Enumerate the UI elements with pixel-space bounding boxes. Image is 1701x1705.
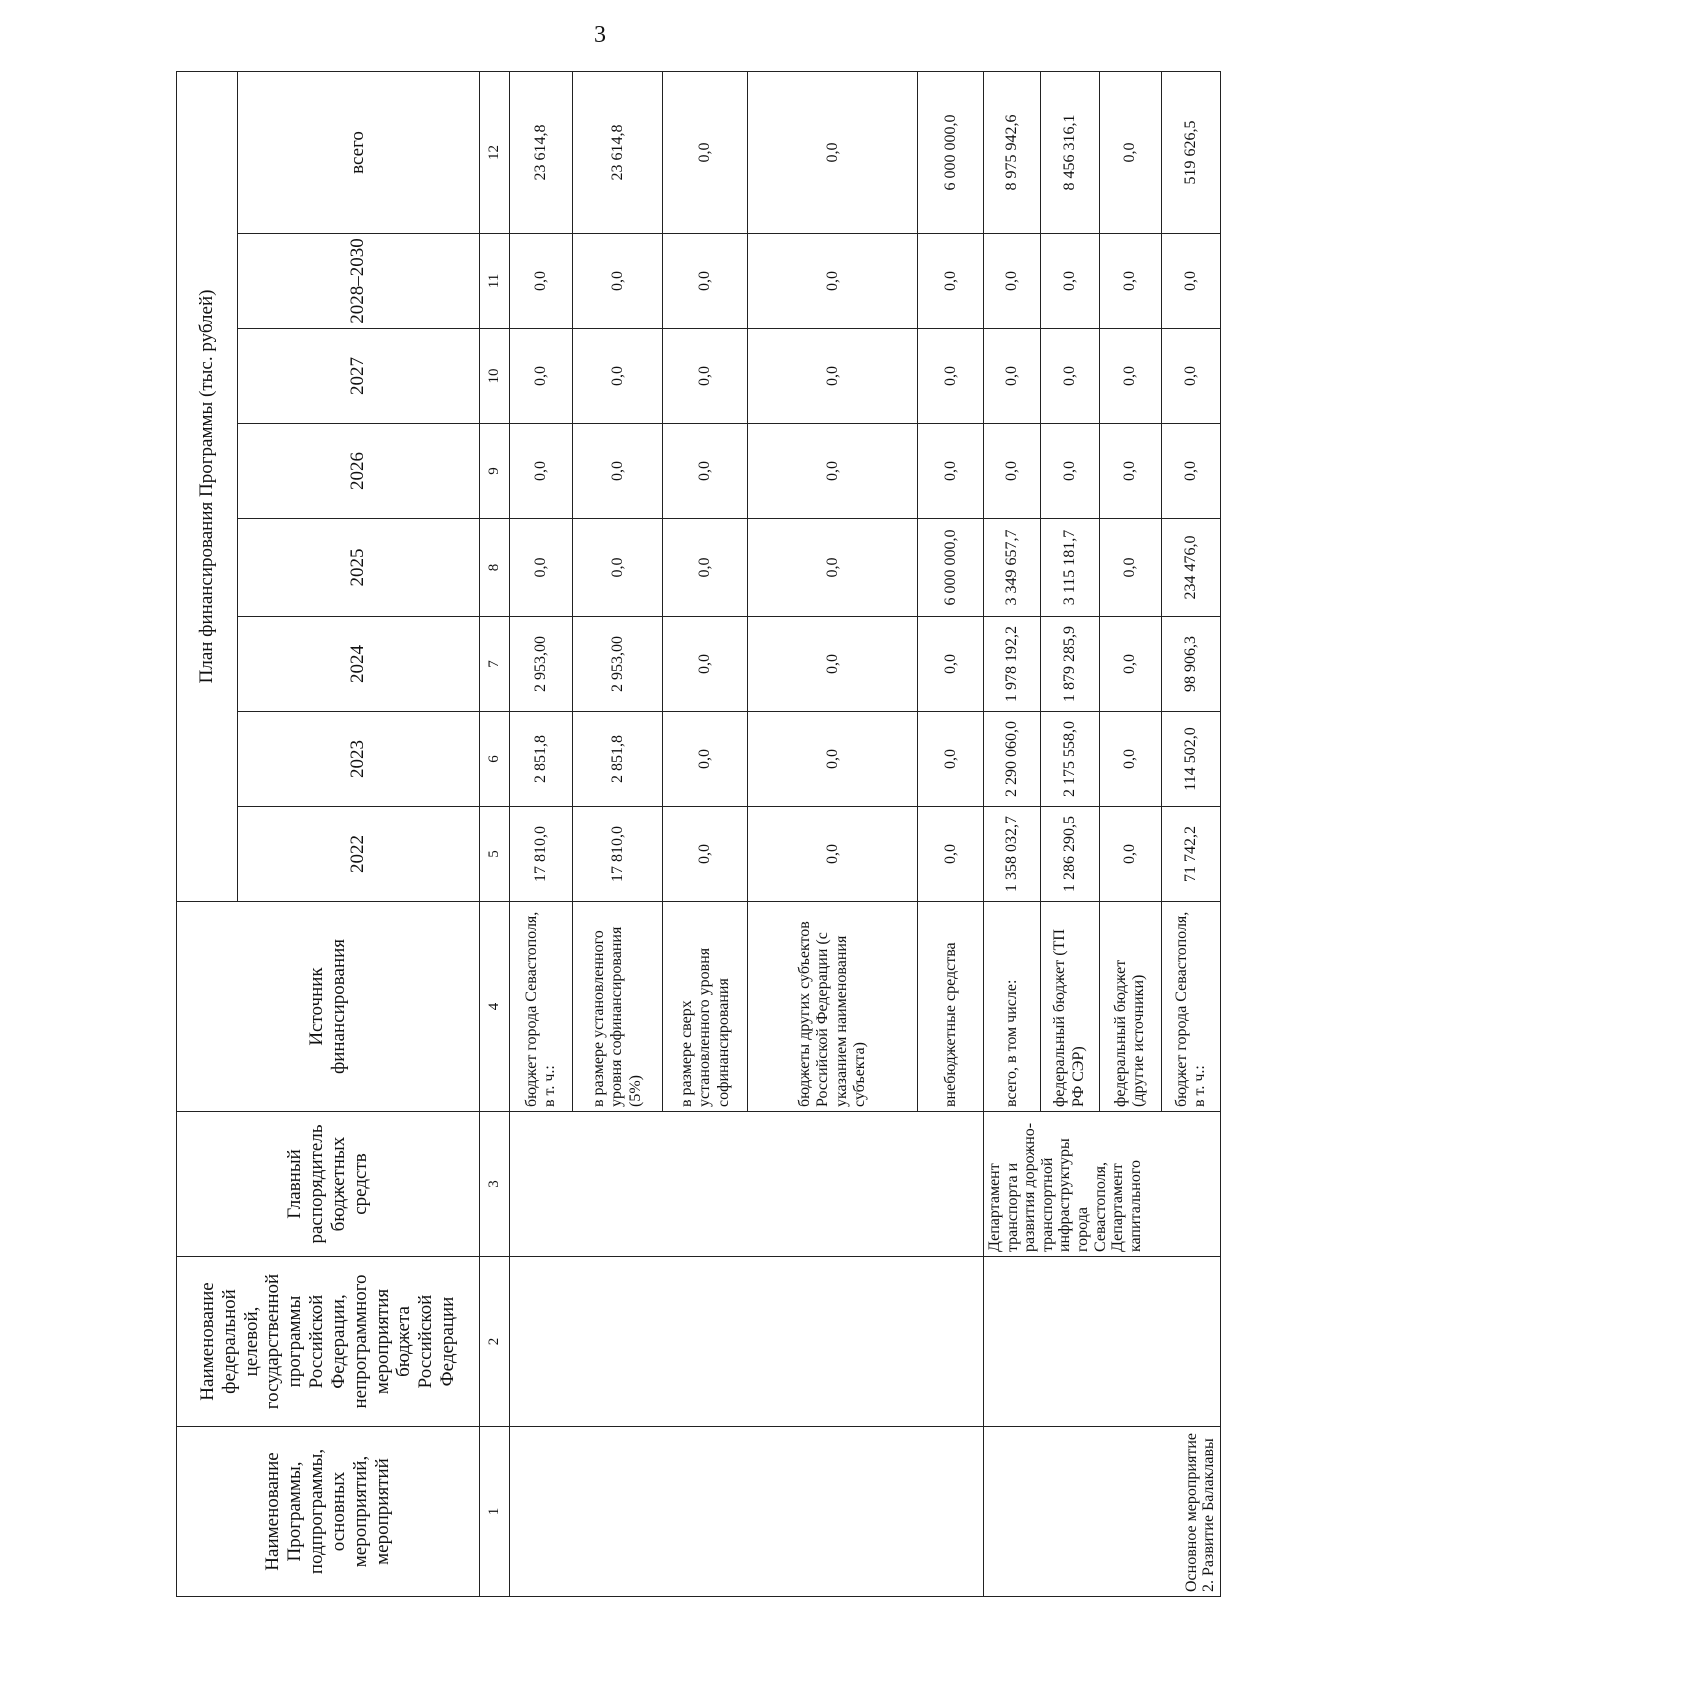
header-year-2028-2030: 2028–2030 <box>237 234 479 329</box>
value-cell: 0,0 <box>663 71 748 233</box>
value-cell: 0,0 <box>984 234 1041 329</box>
value-cell: 2 851,8 <box>572 712 663 807</box>
col-number: 5 <box>479 807 510 902</box>
value-cell: 0,0 <box>918 329 984 424</box>
value-cell: 0,0 <box>510 329 572 424</box>
col-number: 12 <box>479 71 510 233</box>
value-cell: 0,0 <box>748 807 918 902</box>
header-financing-plan: План финансирования Программы (тыс. рублей) <box>177 71 238 901</box>
value-cell: 0,0 <box>748 617 918 712</box>
rotated-table-area <box>176 72 1701 1592</box>
col-number: 4 <box>479 902 510 1112</box>
value-cell: 0,0 <box>1099 71 1161 233</box>
funding-source: в размере сверх установленного уровня софинансирования <box>663 902 748 1112</box>
value-cell: 0,0 <box>748 71 918 233</box>
value-cell: 0,0 <box>510 234 572 329</box>
col-number: 6 <box>479 712 510 807</box>
value-cell: 0,0 <box>748 712 918 807</box>
value-cell: 0,0 <box>510 519 572 617</box>
value-cell: 0,0 <box>663 234 748 329</box>
value-cell: 8 975 942,6 <box>984 71 1041 233</box>
value-cell: 0,0 <box>1099 424 1161 519</box>
value-cell: 3 349 657,7 <box>984 519 1041 617</box>
empty-cell <box>510 1112 984 1257</box>
header-distributor: Главный распорядитель бюджетных средств <box>177 1112 480 1257</box>
value-cell: 0,0 <box>918 424 984 519</box>
value-cell: 98 906,3 <box>1161 617 1220 712</box>
value-cell: 0,0 <box>1040 329 1099 424</box>
value-cell: 0,0 <box>918 234 984 329</box>
value-cell: 0,0 <box>1040 234 1099 329</box>
table-row <box>510 71 572 1596</box>
col-number: 2 <box>479 1257 510 1427</box>
value-cell: 2 175 558,0 <box>1040 712 1099 807</box>
header-total: всего <box>237 71 479 233</box>
header-year-2025: 2025 <box>237 519 479 617</box>
col-number: 10 <box>479 329 510 424</box>
value-cell: 0,0 <box>572 424 663 519</box>
col-number: 9 <box>479 424 510 519</box>
header-year-2027: 2027 <box>237 329 479 424</box>
value-cell: 0,0 <box>918 807 984 902</box>
table-row <box>984 71 1041 1596</box>
col-number: 7 <box>479 617 510 712</box>
value-cell: 0,0 <box>1099 712 1161 807</box>
value-cell: 17 810,0 <box>510 807 572 902</box>
activity-distributor: Департамент транспорта и развития дорожно-транспортной инфраструктуры города Севастополя, Департамент капитального <box>984 1112 1221 1257</box>
value-cell: 2 953,00 <box>510 617 572 712</box>
value-cell: 0,0 <box>572 234 663 329</box>
empty-cell <box>984 1257 1221 1427</box>
col-number: 1 <box>479 1427 510 1597</box>
value-cell: 1 879 285,9 <box>1040 617 1099 712</box>
funding-source: внебюджетные средства <box>918 902 984 1112</box>
value-cell: 1 286 290,5 <box>1040 807 1099 902</box>
value-cell: 17 810,0 <box>572 807 663 902</box>
value-cell: 1 358 032,7 <box>984 807 1041 902</box>
funding-source: бюджет города Севастополя, в т. ч.: <box>1161 902 1220 1112</box>
value-cell: 1 978 192,2 <box>984 617 1041 712</box>
col-number: 3 <box>479 1112 510 1257</box>
funding-source: всего, в том числе: <box>984 902 1041 1112</box>
header-federal-program: Наименование федеральной целевой, государственной программы Российской Федерации, непрограммного мероприятия бюджета Российской Федерации <box>177 1257 480 1427</box>
value-cell: 0,0 <box>572 329 663 424</box>
value-cell: 0,0 <box>663 424 748 519</box>
funding-source: бюджет города Севастополя, в т. ч.: <box>510 902 572 1112</box>
activity-name: Основное мероприятие 2. Развитие Балаклавы <box>984 1427 1221 1597</box>
funding-source: федеральный бюджет (ТП РФ СЭР) <box>1040 902 1099 1112</box>
value-cell: 0,0 <box>1161 424 1220 519</box>
empty-cell <box>510 1257 984 1427</box>
col-number: 8 <box>479 519 510 617</box>
value-cell: 0,0 <box>663 519 748 617</box>
header-program-name: Наименование Программы, подпрограммы, основных мероприятий, мероприятий <box>177 1427 480 1597</box>
empty-cell <box>510 1427 984 1597</box>
value-cell: 0,0 <box>1099 519 1161 617</box>
value-cell: 6 000 000,0 <box>918 519 984 617</box>
value-cell: 0,0 <box>1099 617 1161 712</box>
value-cell: 2 953,00 <box>572 617 663 712</box>
value-cell: 0,0 <box>1161 234 1220 329</box>
value-cell: 0,0 <box>1040 424 1099 519</box>
value-cell: 519 626,5 <box>1161 71 1220 233</box>
value-cell: 0,0 <box>748 424 918 519</box>
financing-table <box>176 71 1221 1597</box>
value-cell: 0,0 <box>1161 329 1220 424</box>
value-cell: 0,0 <box>510 424 572 519</box>
value-cell: 2 851,8 <box>510 712 572 807</box>
header-year-2023: 2023 <box>237 712 479 807</box>
value-cell: 0,0 <box>748 329 918 424</box>
value-cell: 114 502,0 <box>1161 712 1220 807</box>
value-cell: 0,0 <box>572 519 663 617</box>
header-year-2024: 2024 <box>237 617 479 712</box>
value-cell: 3 115 181,7 <box>1040 519 1099 617</box>
value-cell: 234 476,0 <box>1161 519 1220 617</box>
value-cell: 0,0 <box>918 712 984 807</box>
value-cell: 0,0 <box>1099 234 1161 329</box>
header-year-2026: 2026 <box>237 424 479 519</box>
funding-source: федеральный бюджет (другие источники) <box>1099 902 1161 1112</box>
col-number: 11 <box>479 234 510 329</box>
funding-source: в размере установленного уровня софинансирования (5%) <box>572 902 663 1112</box>
value-cell: 0,0 <box>984 424 1041 519</box>
value-cell: 0,0 <box>663 329 748 424</box>
value-cell: 0,0 <box>748 519 918 617</box>
value-cell: 71 742,2 <box>1161 807 1220 902</box>
funding-source: бюджеты других субъектов Российской Федерации (с указанием наименования субъекта) <box>748 902 918 1112</box>
page-number: 3 <box>594 22 606 48</box>
value-cell: 0,0 <box>663 807 748 902</box>
header-year-2022: 2022 <box>237 807 479 902</box>
value-cell: 0,0 <box>663 712 748 807</box>
value-cell: 8 456 316,1 <box>1040 71 1099 233</box>
value-cell: 0,0 <box>748 234 918 329</box>
value-cell: 0,0 <box>1099 329 1161 424</box>
value-cell: 0,0 <box>984 329 1041 424</box>
value-cell: 0,0 <box>918 617 984 712</box>
value-cell: 2 290 060,0 <box>984 712 1041 807</box>
value-cell: 0,0 <box>1099 807 1161 902</box>
value-cell: 23 614,8 <box>572 71 663 233</box>
value-cell: 23 614,8 <box>510 71 572 233</box>
value-cell: 0,0 <box>663 617 748 712</box>
header-funding-source: Источник финансирования <box>177 902 480 1112</box>
value-cell: 6 000 000,0 <box>918 71 984 233</box>
